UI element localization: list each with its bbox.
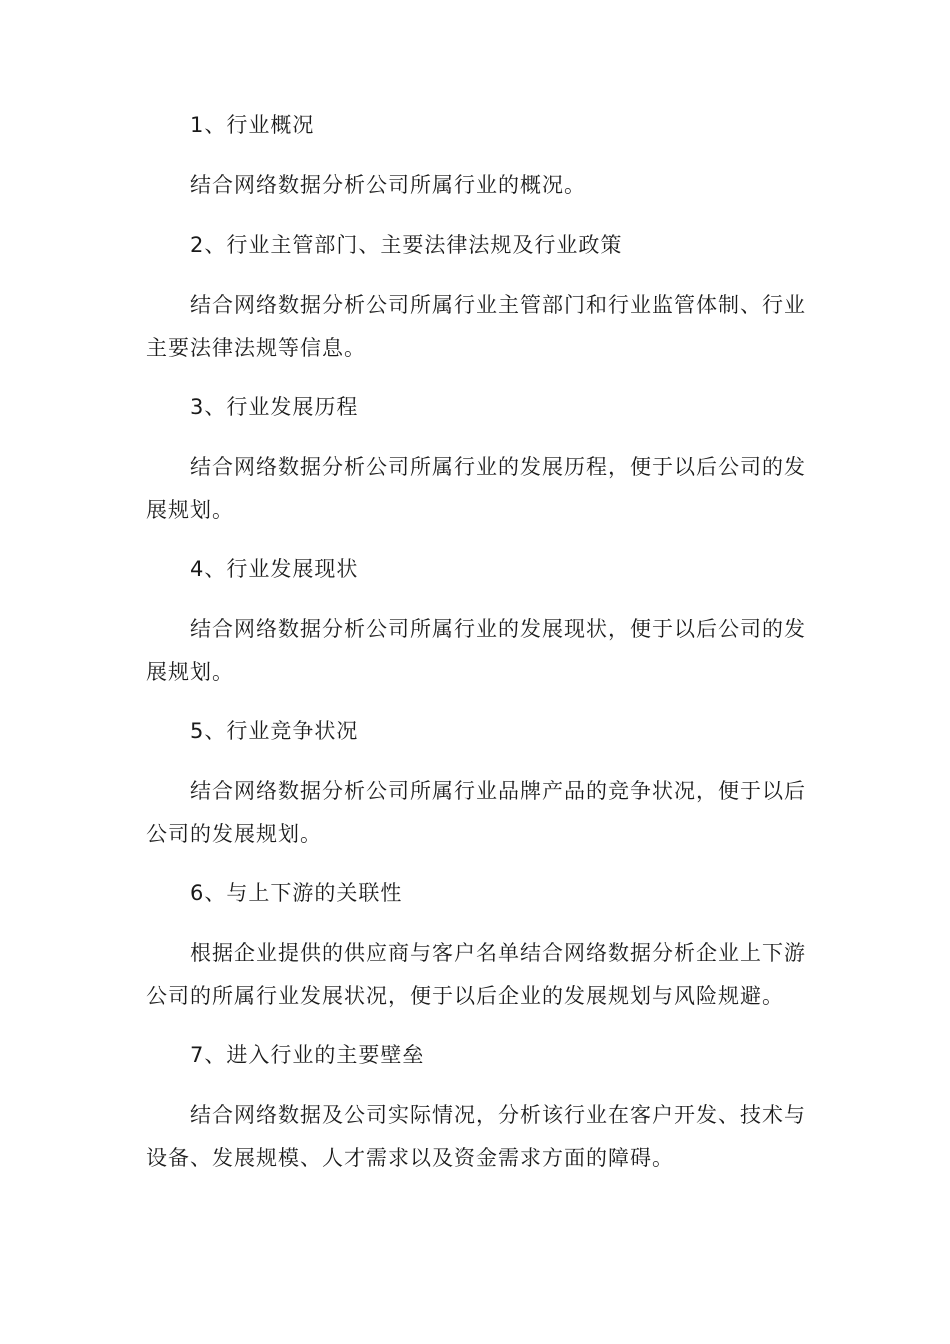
section-3-heading: 3、行业发展历程: [190, 395, 359, 419]
section-2-heading: 2、行业主管部门、主要法律法规及行业政策: [190, 233, 623, 257]
section-2-body: 结合网络数据分析公司所属行业主管部门和行业监管体制、行业主要法律法规等信息。: [146, 293, 806, 360]
section-3-body: 结合网络数据分析公司所属行业的发展历程，便于以后公司的发展规划。: [146, 455, 806, 522]
section-1-body: 结合网络数据分析公司所属行业的概况。: [190, 173, 586, 197]
section-6-body: 根据企业提供的供应商与客户名单结合网络数据分析企业上下游公司的所属行业发展状况，便于以后企业的发展规划与风险规避。: [146, 941, 806, 1008]
section-7-body: 结合网络数据及公司实际情况，分析该行业在客户开发、技术与设备、发展规模、人才需求以及资金需求方面的障碍。: [146, 1103, 806, 1170]
section-6-heading: 6、与上下游的关联性: [190, 881, 403, 905]
section-1-heading: 1、行业概况: [190, 113, 315, 137]
section-5-body: 结合网络数据分析公司所属行业品牌产品的竞争状况，便于以后公司的发展规划。: [146, 779, 806, 846]
section-4-heading: 4、行业发展现状: [190, 557, 359, 581]
section-7-heading: 7、进入行业的主要壁垒: [190, 1043, 425, 1067]
section-5-heading: 5、行业竞争状况: [190, 719, 359, 743]
section-4-body: 结合网络数据分析公司所属行业的发展现状，便于以后公司的发展规划。: [146, 617, 806, 684]
